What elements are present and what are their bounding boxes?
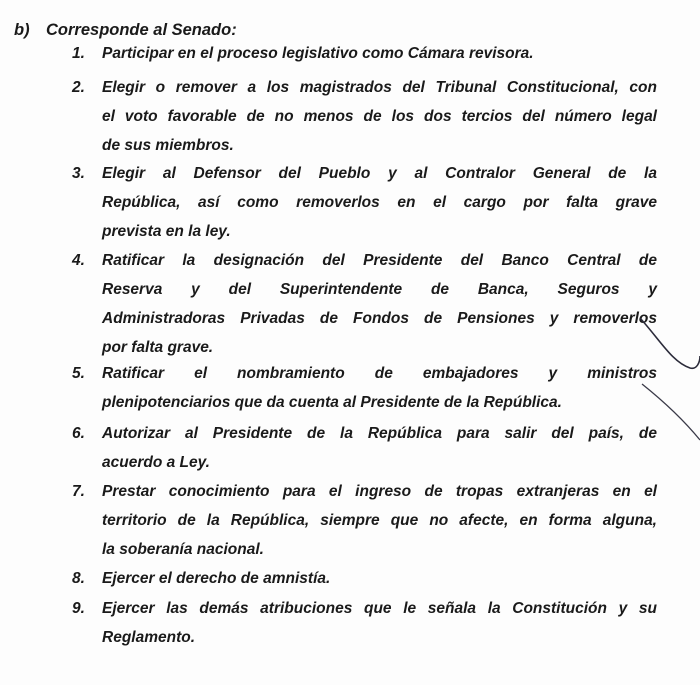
section-marker: b) [14, 21, 30, 39]
list-item-text-line: territorio de la República, siempre que no afecte, en forma alguna, [102, 512, 657, 529]
list-item-number: 5. [72, 365, 85, 382]
list-item-text-line: Autorizar al Presidente de la República para salir del país, de [102, 425, 657, 442]
list-item-text-line: Ejercer las demás atribuciones que le señala la Constitución y su [102, 600, 657, 617]
list-item-text-line: Ratificar la designación del Presidente del Banco Central de [102, 252, 657, 269]
list-item-text-line: Reglamento. [102, 629, 196, 646]
list-item-number: 1. [72, 45, 85, 62]
section-title: Corresponde al Senado: [46, 21, 237, 39]
list-item-text-line: República, así como removerlos en el cargo por falta grave [102, 194, 657, 211]
list-item-text-line: Prestar conocimiento para el ingreso de tropas extranjeras en el [102, 483, 657, 500]
list-item-number: 6. [72, 425, 85, 442]
list-item-number: 7. [72, 483, 85, 500]
list-item-text-line: de sus miembros. [102, 137, 234, 154]
list-item-text-line: Elegir o remover a los magistrados del Tribunal Constitucional, con [102, 79, 657, 96]
list-item-number: 2. [72, 79, 85, 96]
list-item-number: 3. [72, 165, 85, 182]
list-item-number: 4. [72, 252, 85, 269]
list-item-text-line: Administradoras Privadas de Fondos de Pensiones y removerlos [102, 310, 657, 327]
list-item-text-line: la soberanía nacional. [102, 541, 264, 558]
list-item-number: 9. [72, 600, 85, 617]
list-item-text-line: por falta grave. [102, 339, 214, 356]
list-item-number: 8. [72, 570, 85, 587]
list-item-text-line: el voto favorable de no menos de los dos tercios del número legal [102, 108, 657, 125]
list-item-text-line: Elegir al Defensor del Pueblo y al Contralor General de la [102, 165, 657, 182]
list-item-text-line: Participar en el proceso legislativo como Cámara revisora. [102, 45, 534, 62]
list-item-text-line: acuerdo a Ley. [102, 454, 210, 471]
list-item-text-line: Ratificar el nombramiento de embajadores y ministros [102, 365, 657, 382]
list-item-text-line: Reserva y del Superintendente de Banca, Seguros y [102, 281, 657, 298]
section-heading [14, 20, 237, 40]
list-item-text-line: prevista en la ley. [102, 223, 231, 240]
list-item-text-line: plenipotenciarios que da cuenta al Presidente de la República. [102, 394, 562, 411]
list-item-text-line: Ejercer el derecho de amnistía. [102, 570, 331, 587]
